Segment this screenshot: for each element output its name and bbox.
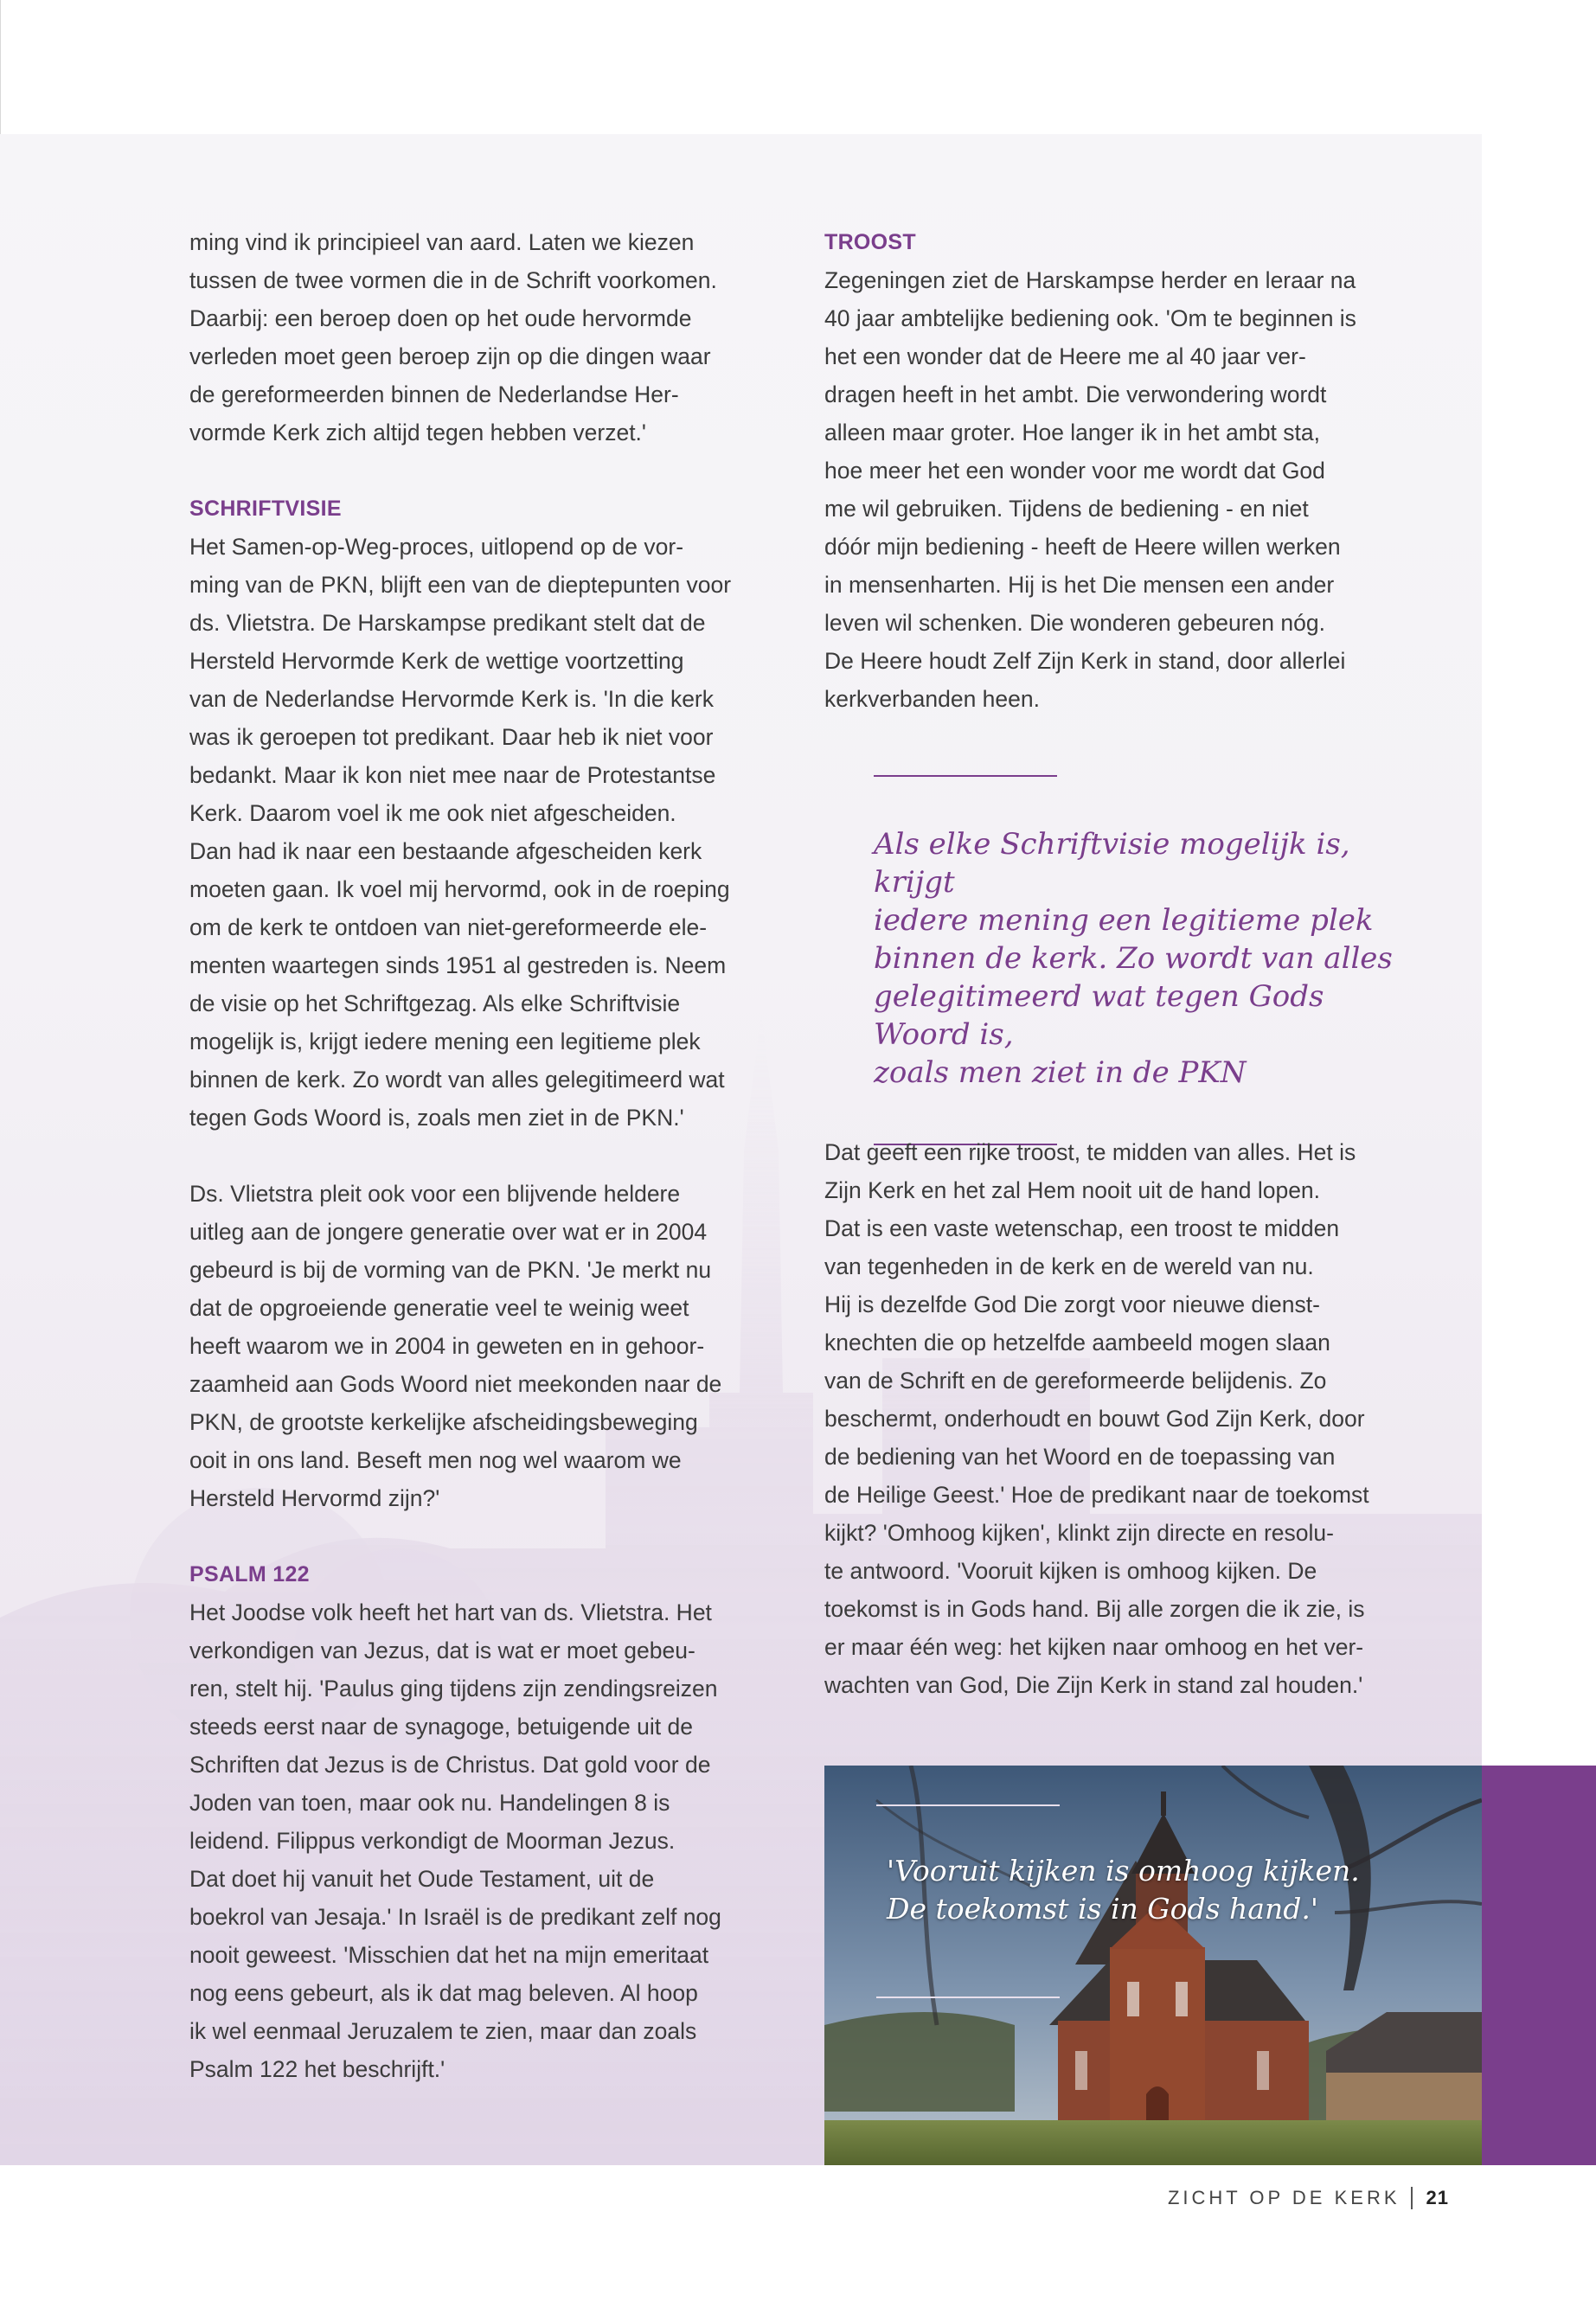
psalm-heading: PSALM 122 [189, 1562, 310, 1586]
magazine-title: ZICHT OP DE KERK [1167, 2187, 1401, 2208]
troost-section [824, 223, 1413, 718]
schriftvisie-heading: SCHRIFTVISIE [189, 497, 342, 521]
pull-quote-block [874, 775, 1427, 1145]
right-column-continued [824, 1133, 1413, 1704]
quote-rule-top [874, 775, 1057, 777]
psalm-section [189, 1555, 786, 2088]
page-number: 21 [1426, 2187, 1449, 2208]
page-edge-line [0, 0, 1, 134]
photo-quote-rule-top [876, 1804, 1060, 1806]
accent-band [1482, 1766, 1596, 2165]
right-column [824, 223, 1413, 718]
schriftvisie-body: Het Samen-op-Weg-proces, uitlopend op de vor- ming van de PKN, blijft een van de dieptepunten voor ds. Vlietstra. De Harskampse predikant stelt dat de Hersteld Hervormde Kerk de wettige voortzetting van de Nederlandse Hervormde Kerk is. 'In die kerk was ik geroepen tot predikant. Daar heb ik niet voor bedankt. Maar ik kon niet mee naar de Protestantse Kerk. Daarom voel ik me ook niet afgescheiden. Dan had ik naar een bestaande afgescheiden kerk moeten gaan. Ik voel mij hervormd, ook in de roeping om de kerk te ontdoen van niet-gereformeerde ele- menten waartegen sinds 1951 al gestreden is. Neem de visie op het Schriftgezag. Als elke Schriftvisie mogelijk is, krijgt iedere mening een legitieme plek binnen de kerk. Zo wordt van alles gelegitimeerd wat tegen Gods Woord is, zoals men ziet in de PKN.' [189, 534, 732, 1131]
schriftvisie-section [189, 490, 786, 1137]
footer-separator [1411, 2187, 1413, 2209]
troost-heading: TROOST [824, 230, 916, 254]
left-column [189, 223, 786, 2088]
church-photo [824, 1766, 1482, 2165]
pull-quote-text: Als elke Schriftvisie mogelijk is, krijgt iedere mening een legitieme plek binnen de kerk. Zo wordt van alles gelegitimeerd wat tegen Gods Woord is, zoals men ziet in de PKN [874, 827, 1393, 1090]
page-footer [1168, 2187, 1449, 2209]
psalm-body: Het Joodse volk heeft het hart van ds. Vlietstra. Het verkondigen van Jezus, dat is wat er moet gebeu- ren, stelt hij. 'Paulus ging tijdens zijn zendingsreizen steeds eerst naar de synagoge, betuigende uit de Schriften dat Jezus is de Christus. Dat gold voor de Joden van toen, maar ook nu. Handelingen 8 is leidend. Filippus verkondigt de Moorman Jezus. Dat doet hij vanuit het Oude Testament, uit de boekrol van Jesaja.' In Israël is de predikant zelf nog nooit geweest. 'Misschien dat het na mijn emeritaat nog eens gebeurt, als ik dat mag beleven. Al hoop ik wel eenmaal Jeruzalem te zien, maar dan zoals Psalm 122 het beschrijft.' [189, 1599, 721, 2082]
closing-paragraph: Dat geeft een rijke troost, te midden van alles. Het is Zijn Kerk en het zal Hem nooit uit de hand lopen. Dat is een vaste wetenschap, een troost te midden van tegenheden in de kerk en de wereld van nu. Hij is dezelfde God Die zorgt voor nieuwe dienst- knechten die op hetzelfde aambeeld mogen slaan van de Schrift en de gereformeerde belijdenis. Zo beschermt, onderhoudt en bouwt God Zijn Kerk, door de bediening van het Woord en de toepassing van de Heilige Geest.' Hoe de predikant naar de toekomst kijkt? 'Omhoog kijken', klinkt zijn directe en resolu- te antwoord. 'Vooruit kijken is omhoog kijken. De toekomst is in Gods hand. Bij alle zorgen die ik zie, is er maar één weg: het kijken naar omhoog en het ver- wachten van God, Die Zijn Kerk in stand zal houden.' [824, 1139, 1369, 1698]
troost-body: Zegeningen ziet de Harskampse herder en leraar na 40 jaar ambtelijke bediening ook. 'Om te beginnen is het een wonder dat de Heere me al 40 jaar ver- dragen heeft in het ambt. Die verwondering wordt alleen maar groter. Hoe langer ik in het ambt sta, hoe meer het een wonder voor me wordt dat God me wil gebruiken. Tijdens de bediening - en niet dóór mijn bediening - heeft de Heere willen werken in mensenharten. Hij is het Die mensen een ander leven wil schenken. Die wonderen gebeuren nóg. De Heere houdt Zelf Zijn Kerk in stand, door allerlei kerkverbanden heen. [824, 267, 1356, 712]
photo-quote-text: 'Vooruit kijken is omhoog kijken. De toekomst is in Gods hand.' [887, 1854, 1360, 1926]
church-photo-image [824, 1766, 1482, 2165]
generatie-paragraph: Ds. Vlietstra pleit ook voor een blijvende heldere uitleg aan de jongere generatie over wat er in 2004 gebeurd is bij de vorming van de PKN. 'Je merkt nu dat de opgroeiende generatie veel te weinig weet heeft waarom we in 2004 in geweten en in gehoor- zaamheid aan Gods Woord niet meekonden naar de PKN, de grootste kerkelijke afscheidingsbeweging ooit in ons land. Beseft men nog wel waarom we Hersteld Hervormd zijn?' [189, 1181, 722, 1511]
intro-paragraph: ming vind ik principieel van aard. Laten we kiezen tussen de twee vormen die in de Schrift voorkomen. Daarbij: een beroep doen op het oude hervormde verleden moet geen beroep zijn op die dingen waar de gereformeerden binnen de Nederlandse Her- vormde Kerk zich altijd tegen hebben verzet.' [189, 229, 717, 445]
photo-quote-rule-bottom [876, 1997, 1060, 1998]
